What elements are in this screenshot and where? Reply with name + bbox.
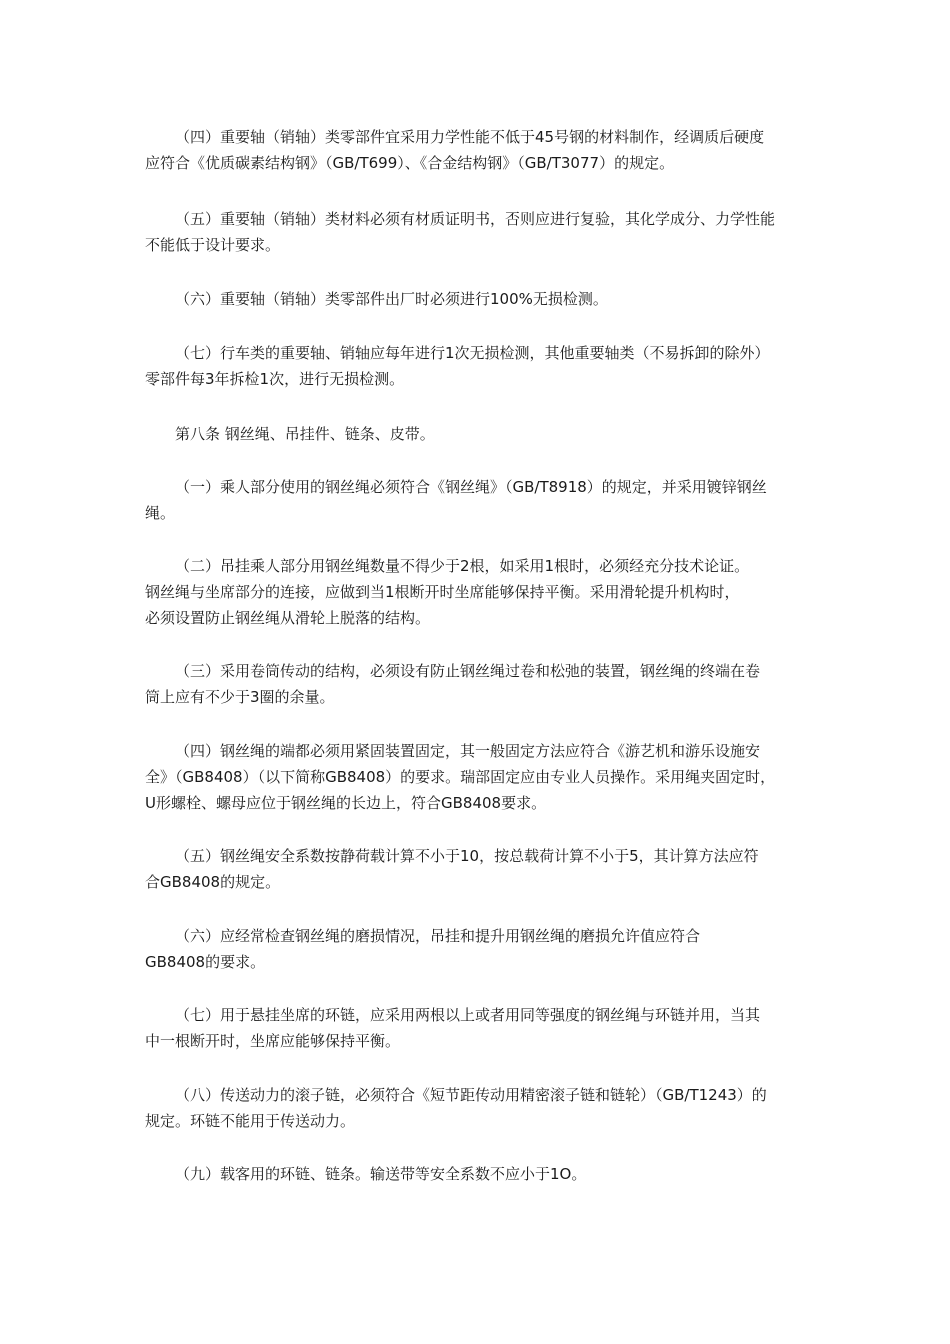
paragraph-line: 第八条 钢丝绳、吊挂件、链条、皮带。: [175, 425, 435, 443]
paragraph-4-rope-end-fixing: [145, 738, 810, 816]
paragraph-line: GB8408的要求。: [145, 953, 266, 971]
paragraph-9-passenger-chain-safety: [145, 1161, 810, 1187]
paragraph-line: （七）行车类的重要轴、销轴应每年进行1次无损检测，其他重要轴类（不易拆卸的除外）: [175, 344, 770, 362]
paragraph-3-drum-transmission: [145, 658, 810, 710]
paragraph-line: （四）重要轴（销轴）类零部件宜采用力学性能不低于45号钢的材料制作，经调质后硬度: [175, 128, 765, 146]
paragraph-4-shaft-material: [145, 124, 810, 176]
paragraph-line: 筒上应有不少于3圈的余量。: [145, 688, 335, 706]
paragraph-6-wear-check: [145, 923, 810, 975]
paragraph-line: U形螺栓、螺母应位于钢丝绳的长边上，符合GB8408要求。: [145, 794, 547, 812]
paragraph-line: 绳。: [145, 504, 176, 522]
paragraph-line: 应符合《优质碳素结构钢》（GB/T699）、《合金结构钢》（GB/T3077）的规定。: [145, 154, 675, 172]
paragraph-1-wire-rope-standard: [145, 474, 810, 526]
paragraph-2-rope-quantity: [145, 553, 810, 631]
paragraph-line: （三）采用卷筒传动的结构，必须设有防止钢丝绳过卷和松弛的装置，钢丝绳的终端在卷: [175, 662, 761, 680]
paragraph-8-roller-chain: [145, 1082, 810, 1134]
paragraph-line: 零部件每3年拆检1次，进行无损检测。: [145, 370, 405, 388]
paragraph-line: 钢丝绳与坐席部分的连接，应做到当1根断开时坐席能够保持平衡。采用滑轮提升机构时，: [145, 583, 740, 601]
paragraph-line: （二）吊挂乘人部分用钢丝绳数量不得少于2根，如采用1根时，必须经充分技术论证。: [175, 557, 750, 575]
paragraph-7-seat-chain: [145, 1002, 810, 1054]
paragraph-line: （八）传送动力的滚子链，必须符合《短节距传动用精密滚子链和链轮）（GB/T1243）的: [175, 1086, 767, 1104]
paragraph-line: （五）钢丝绳安全系数按静荷载计算不小于10，按总载荷计算不小于5，其计算方法应符: [175, 847, 759, 865]
paragraph-line: 不能低于设计要求。: [145, 236, 281, 254]
paragraph-6-ndt-factory: [145, 286, 810, 312]
paragraph-line: （七）用于悬挂坐席的环链，应采用两根以上或者用同等强度的钢丝绳与环链并用，当其: [175, 1006, 761, 1024]
paragraph-line: （一）乘人部分使用的钢丝绳必须符合《钢丝绳》（GB/T8918）的规定，并采用镀锌钢丝: [175, 478, 767, 496]
paragraph-line: （四）钢丝绳的端都必须用紧固装置固定，其一般固定方法应符合《游艺机和游乐设施安: [175, 742, 761, 760]
paragraph-line: 必须设置防止钢丝绳从滑轮上脱落的结构。: [145, 609, 431, 627]
paragraph-line: （六）重要轴（销轴）类零部件出厂时必须进行100%无损检测。: [175, 290, 608, 308]
paragraph-line: 中一根断开时，坐席应能够保持平衡。: [145, 1032, 401, 1050]
paragraph-5-material-certificate: [145, 206, 810, 258]
paragraph-line: 规定。环链不能用于传送动力。: [145, 1112, 356, 1130]
paragraph-line: （五）重要轴（销轴）类材料必须有材质证明书，否则应进行复验，其化学成分、力学性能: [175, 210, 776, 228]
paragraph-5-safety-factor: [145, 843, 810, 895]
paragraph-7-annual-ndt: [145, 340, 810, 392]
paragraph-line: （九）载客用的环链、链条。输送带等安全系数不应小于1O。: [175, 1165, 587, 1183]
article-8-heading: [145, 421, 810, 447]
paragraph-line: 全》（GB8408）（以下简称GB8408）的要求。瑞部固定应由专业人员操作。采用绳夹固定时，: [145, 768, 776, 786]
paragraph-line: （六）应经常检查钢丝绳的磨损情况，吊挂和提升用钢丝绳的磨损允许值应符合: [175, 927, 701, 945]
paragraph-line: 合GB8408的规定。: [145, 873, 281, 891]
